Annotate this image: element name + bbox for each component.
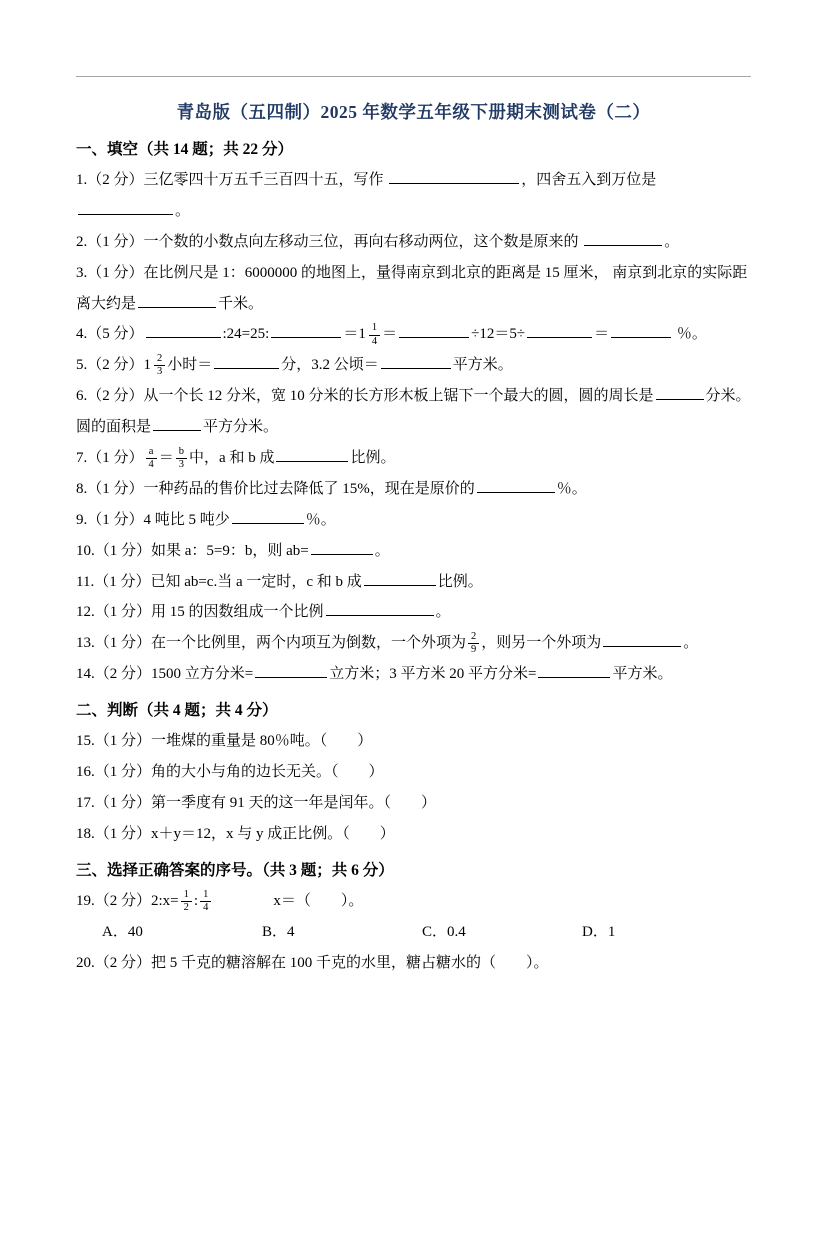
- fraction-denominator: 3: [178, 459, 185, 471]
- text-run: ＝: [158, 450, 174, 467]
- answer-blank: [326, 601, 434, 616]
- answer-blank: [364, 571, 436, 586]
- question-line: [76, 536, 751, 567]
- question-line: [76, 597, 751, 628]
- text-run: 中，a 和 b 成: [189, 450, 275, 467]
- text-run: 9.（1 分）4 吨比 5 吨少: [76, 511, 230, 528]
- answer-blank: [656, 385, 704, 400]
- text-run: ，则另一个外项为: [481, 635, 602, 652]
- text-run: 16.（1 分）角的大小与角的边长无关。（ ）: [76, 764, 384, 781]
- text-run: 。: [664, 233, 680, 250]
- answer-blank: [271, 323, 341, 338]
- question-line: [76, 567, 751, 598]
- fraction-denominator: 2: [183, 901, 189, 913]
- fraction-numerator: 2: [468, 631, 479, 644]
- text-run: ％。: [673, 326, 707, 343]
- text-run: 10.（1 分）如果 a：5=9：b，则 ab=: [76, 542, 309, 559]
- fraction-denominator: 4: [148, 459, 154, 471]
- fraction-numerator: 1: [200, 889, 211, 902]
- text-run: 。: [374, 542, 390, 559]
- answer-blank: [381, 354, 451, 369]
- fraction-denominator: 4: [371, 335, 378, 347]
- section-heading: 二、判断（共 4 题；共 4 分）: [76, 702, 278, 720]
- text-run: 平方分米。: [203, 419, 279, 436]
- fraction-numerator: a: [146, 446, 157, 459]
- fraction-numerator: 1: [369, 322, 380, 335]
- text-run: 20.（2 分）把 5 千克的糖溶解在 100 千克的水里，糖占糖水的（ ）。: [76, 955, 549, 972]
- text-run: 比例。: [437, 573, 483, 590]
- question-line: [76, 948, 751, 979]
- question-line: [76, 350, 751, 381]
- answer-blank: [527, 323, 592, 338]
- choice-option: C．0.4: [422, 923, 466, 940]
- text-run: 平方米。: [612, 666, 673, 683]
- answer-blank: [399, 323, 469, 338]
- text-run: 分米。圆的面积是: [76, 388, 751, 436]
- text-run: 分，3.2 公顷＝: [281, 357, 379, 374]
- text-run: :: [193, 892, 199, 909]
- text-run: 千米。: [218, 295, 264, 312]
- answer-blank: [214, 354, 279, 369]
- text-run: 2.（1 分）一个数的小数点向左移动三位，再向右移动两位，这个数是原来的: [76, 233, 583, 250]
- fraction: [200, 889, 211, 914]
- text-run: 15.（1 分）一堆煤的重量是 80％吨。（ ）: [76, 733, 373, 750]
- question-line: [76, 726, 751, 757]
- choice-option: A．40: [102, 923, 143, 940]
- answer-blank: [538, 663, 610, 678]
- fraction-denominator: 9: [471, 644, 477, 656]
- text-run: 3.（1 分）在比例尺是 1：6000000 的地图上，量得南京到北京的距离是 15 厘米， 南京到北京的实际距离大约是: [76, 264, 748, 312]
- fraction: [181, 889, 192, 914]
- answer-blank: [138, 293, 216, 308]
- text-run: 8.（1 分）一种药品的售价比过去降低了 15%，现在是原价的: [76, 480, 475, 497]
- answer-blank: [311, 540, 373, 555]
- text-run: ＝: [343, 326, 359, 343]
- answer-blank: [611, 323, 671, 338]
- text-run: :24=25:: [222, 326, 270, 343]
- question-line: [76, 443, 751, 474]
- fraction: [176, 446, 187, 471]
- text-run: ％。: [556, 480, 587, 497]
- text-run: 11.（1 分）已知 ab=c.当 a 一定时，c 和 b 成: [76, 573, 362, 590]
- section-heading: 一、填空（共 14 题；共 22 分）: [76, 141, 294, 158]
- fraction-numerator: b: [176, 446, 187, 459]
- answer-blank: [389, 169, 519, 184]
- question-line: [76, 757, 751, 788]
- answer-blank: [603, 632, 681, 647]
- fraction-denominator: 4: [203, 901, 209, 913]
- answer-blank: [146, 323, 221, 338]
- header-rule: [76, 76, 751, 77]
- answer-blank: [78, 200, 173, 215]
- section-heading: 三、选择正确答案的序号。（共 3 题；共 6 分）: [76, 861, 394, 879]
- text-run: ，四舍五入到万位是: [521, 172, 657, 188]
- answer-blank: [232, 509, 304, 524]
- text-run: 17.（1 分）第一季度有 91 天的这一年是闰年。（ ）: [76, 794, 437, 811]
- text-run: 14.（2 分）1500 立方分米=: [76, 666, 254, 683]
- text-run: 13.（1 分）在一个比例里，两个内项互为倒数，一个外项为: [76, 635, 467, 652]
- question-line: [76, 505, 751, 536]
- document-body: [76, 134, 751, 979]
- text-run: 。: [683, 635, 699, 652]
- text-run: 比例。: [350, 450, 396, 467]
- text-run: 。: [175, 202, 191, 219]
- text-run: 6.（2 分）从一个长 12 分米，宽 10 分米的长方形木板上锯下一个最大的圆，圆的周长是: [76, 388, 654, 405]
- question-line: [76, 381, 751, 443]
- fraction: [369, 322, 380, 347]
- question-line: [76, 258, 751, 320]
- text-run: 4.（5 分）: [76, 326, 144, 343]
- text-run: x＝（ ）。: [273, 892, 364, 909]
- text-run: 7.（1 分）: [76, 450, 144, 467]
- text-run: 平方米。: [452, 357, 513, 374]
- exam-page: [0, 76, 827, 1245]
- text-run: 19.（2 分）2:x=: [76, 892, 179, 909]
- choice-option: B．4: [262, 923, 295, 940]
- text-run: 12.（1 分）用 15 的因数组成一个比例: [76, 604, 324, 621]
- spacer: [213, 904, 273, 905]
- mixed-number-whole: 1: [143, 357, 152, 374]
- text-run: 小时＝: [167, 357, 213, 374]
- question-line: [76, 819, 751, 850]
- answer-blank: [477, 478, 555, 493]
- question-line: [76, 628, 751, 659]
- question-line: [76, 319, 751, 350]
- fraction-numerator: 2: [154, 353, 165, 366]
- text-run: 。: [435, 604, 451, 621]
- text-run: 立方米；3 平方米 20 平方分米=: [329, 666, 537, 683]
- fraction-denominator: 3: [157, 366, 163, 378]
- text-run: ％。: [305, 511, 336, 528]
- question-line: [76, 165, 751, 227]
- question-line: [76, 659, 751, 690]
- question-line: [76, 788, 751, 819]
- fraction-numerator: 1: [181, 889, 192, 902]
- question-line: [76, 227, 751, 258]
- answer-blank: [153, 416, 201, 431]
- answer-blank: [584, 231, 662, 246]
- answer-blank: [255, 663, 327, 678]
- text-run: ＝: [594, 326, 610, 343]
- page-title: 青岛版（五四制）2025 年数学五年级下册期末测试卷（二）: [176, 102, 651, 122]
- mixed-number-whole: 1: [358, 326, 366, 343]
- answer-blank: [276, 447, 348, 462]
- text-run: ÷12＝5÷: [471, 326, 526, 343]
- text-run: 18.（1 分）x＋y＝12，x 与 y 成正比例。（ ）: [76, 825, 395, 842]
- fraction: [146, 446, 157, 471]
- question-line: [76, 886, 751, 917]
- question-line: [76, 474, 751, 505]
- text-run: ＝: [382, 326, 398, 343]
- choice-options-row: [76, 917, 751, 949]
- choice-option: D．1: [582, 923, 616, 940]
- text-run: 1.（2 分）三亿零四十万五千三百四十五，写作: [76, 172, 388, 188]
- fraction: [468, 631, 479, 656]
- fraction: [154, 353, 165, 378]
- text-run: 5.（2 分）: [76, 357, 144, 374]
